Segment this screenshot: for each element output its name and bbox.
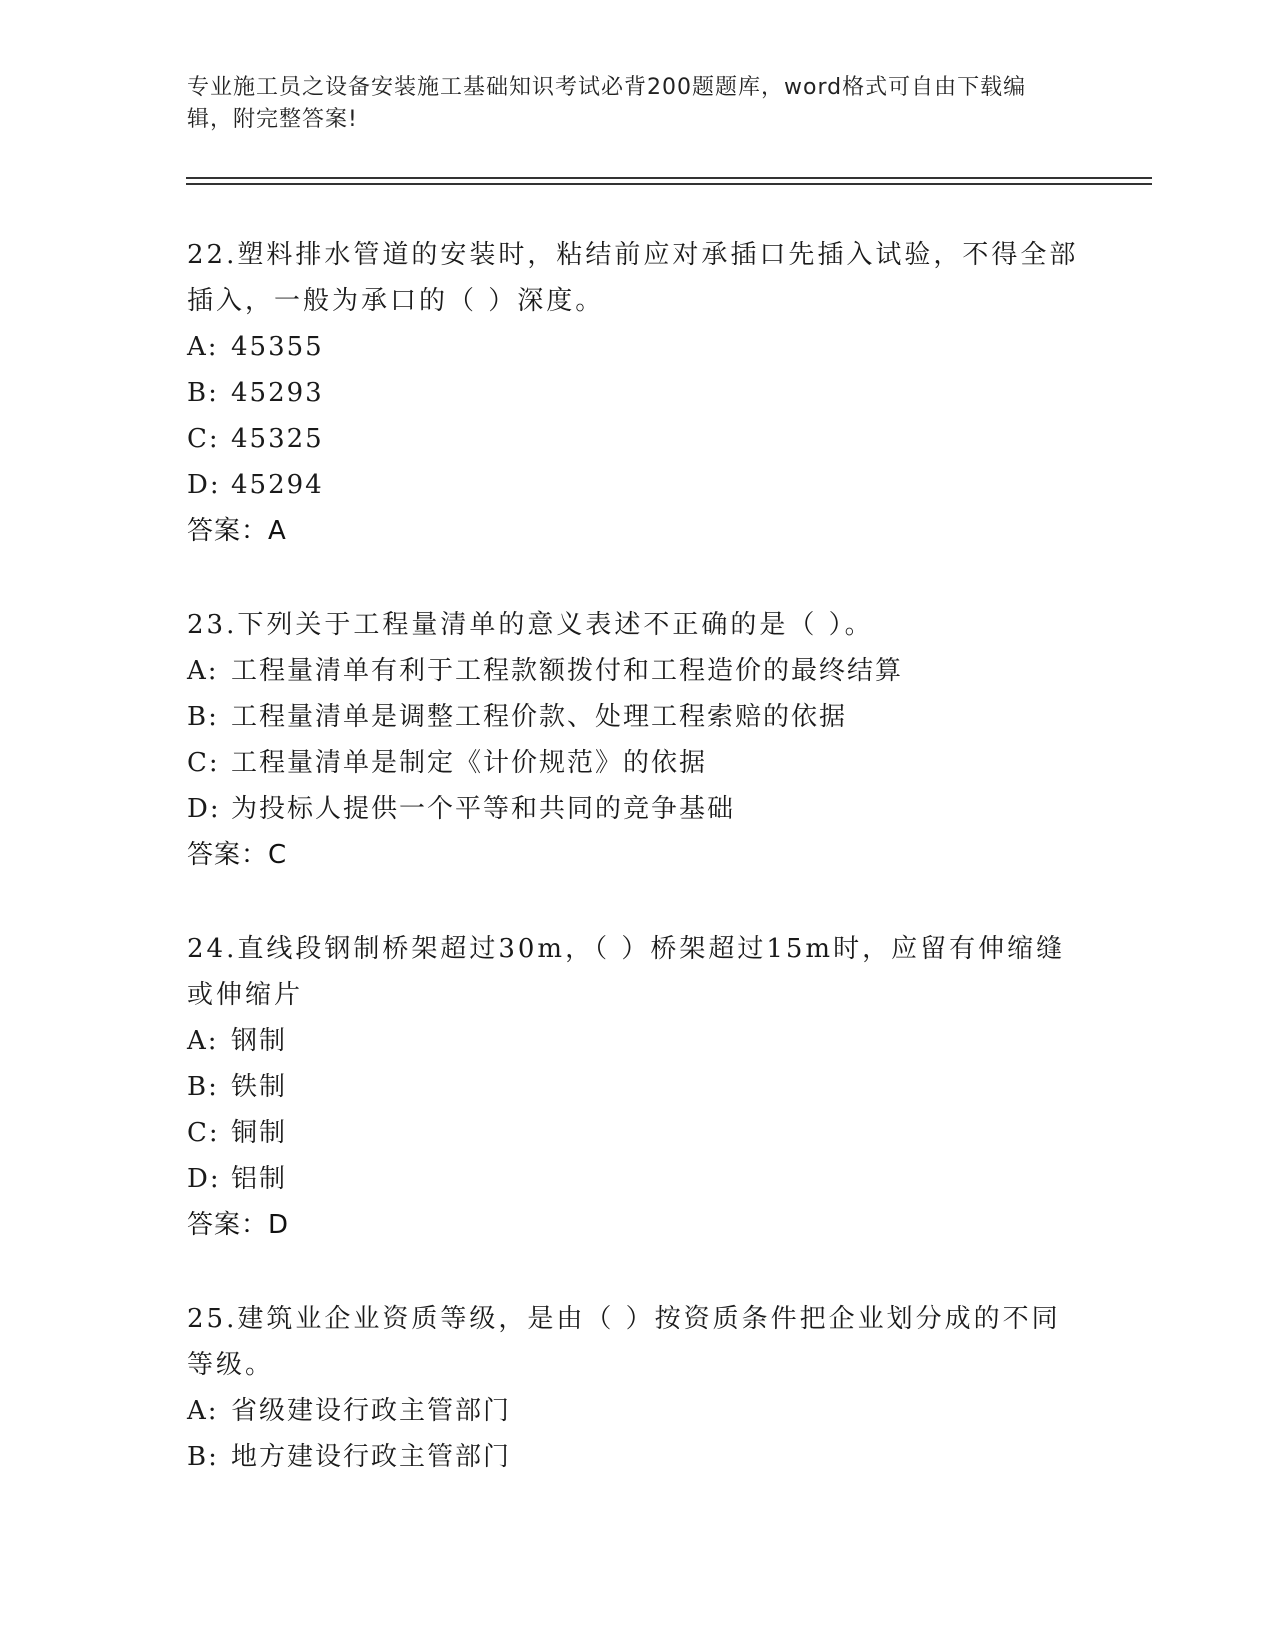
option-d <box>187 462 1087 508</box>
option-text: 钢制 <box>231 1026 288 1056</box>
option-c <box>187 740 1087 786</box>
option-text: 45325 <box>231 424 324 454</box>
question-22 <box>187 232 1087 554</box>
option-b <box>187 1064 1087 1110</box>
option-key: C: <box>187 748 220 778</box>
option-text: 省级建设行政主管部门 <box>231 1396 512 1426</box>
question-stem: 25.建筑业企业资质等级，是由（ ）按资质条件把企业划分成的不同等级。 <box>187 1304 1061 1380</box>
option-text: 工程量清单有利于工程款额拨付和工程造价的最终结算 <box>231 656 904 686</box>
option-text: 工程量清单是调整工程价款、处理工程索赔的依据 <box>231 702 848 732</box>
option-key: B: <box>187 1072 219 1102</box>
option-a <box>187 1018 1087 1064</box>
question-list <box>187 232 1087 1528</box>
answer-line: 答案：D <box>187 1210 290 1240</box>
question-24 <box>187 926 1087 1248</box>
option-key: B: <box>187 1442 219 1472</box>
option-text: 地方建设行政主管部门 <box>231 1442 512 1472</box>
option-key: D: <box>187 1164 221 1194</box>
option-b <box>187 1434 1087 1480</box>
option-key: C: <box>187 424 220 454</box>
option-a <box>187 1388 1087 1434</box>
option-text: 为投标人提供一个平等和共同的竞争基础 <box>231 794 736 824</box>
option-text: 铁制 <box>231 1072 288 1102</box>
header-divider-bottom <box>186 183 1152 185</box>
option-key: D: <box>187 470 221 500</box>
answer-line: 答案：A <box>187 516 287 546</box>
option-b <box>187 370 1087 416</box>
option-key: A: <box>187 1396 219 1426</box>
option-a <box>187 324 1087 370</box>
option-text: 45293 <box>231 378 324 408</box>
option-b <box>187 694 1087 740</box>
question-stem: 24.直线段钢制桥架超过30m，（ ）桥架超过15m时，应留有伸缩缝或伸缩片 <box>187 934 1066 1010</box>
option-text: 工程量清单是制定《计价规范》的依据 <box>231 748 708 778</box>
option-key: A: <box>187 1026 219 1056</box>
question-stem: 23.下列关于工程量清单的意义表述不正确的是（ ）。 <box>187 610 874 640</box>
question-25 <box>187 1296 1087 1480</box>
option-key: B: <box>187 378 219 408</box>
option-key: C: <box>187 1118 220 1148</box>
question-stem: 22.塑料排水管道的安装时，粘结前应对承插口先插入试验，不得全部插入，一般为承口的（ ）深度。 <box>187 240 1079 316</box>
option-d <box>187 786 1087 832</box>
question-23 <box>187 602 1087 878</box>
option-c <box>187 1110 1087 1156</box>
option-a <box>187 648 1087 694</box>
option-d <box>187 1156 1087 1202</box>
option-text: 45355 <box>231 332 324 362</box>
document-header: 专业施工员之设备安装施工基础知识考试必背200题题库，word格式可自由下载编辑，附完整答案! <box>187 75 1027 132</box>
option-text: 45294 <box>231 470 324 500</box>
option-text: 铝制 <box>231 1164 288 1194</box>
option-key: B: <box>187 702 219 732</box>
option-text: 铜制 <box>231 1118 288 1148</box>
option-key: A: <box>187 332 219 362</box>
answer-line: 答案：C <box>187 840 288 870</box>
option-key: A: <box>187 656 219 686</box>
option-key: D: <box>187 794 221 824</box>
header-divider-top <box>186 177 1152 179</box>
option-c <box>187 416 1087 462</box>
